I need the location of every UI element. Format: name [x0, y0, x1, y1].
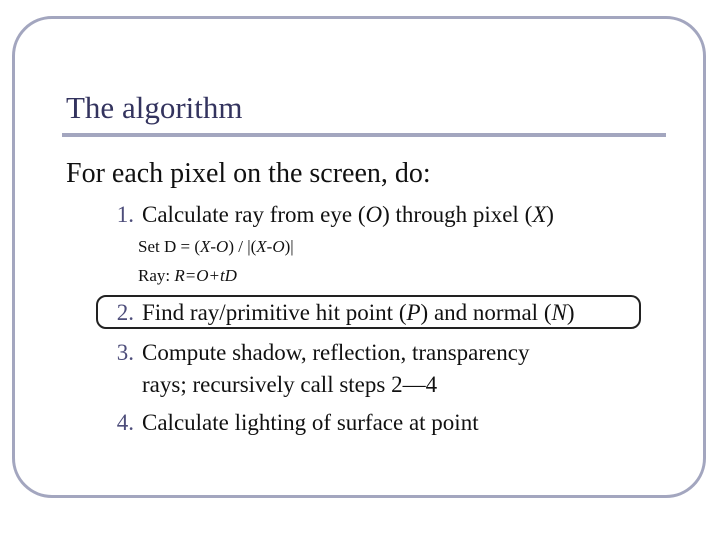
step-1-detail-direction: Set D = (X-O) / |(X-O)| [138, 237, 294, 256]
step-text-line-2: rays; recursively call steps 2—4 [142, 372, 438, 397]
step-number: 2. [116, 300, 134, 325]
step-text: Calculate ray from eye (O) through pixel (X) [142, 202, 554, 227]
step-number: 4. [116, 410, 134, 435]
step-number: 1. [116, 202, 134, 227]
intro-text: For each pixel on the screen, do: [66, 158, 431, 189]
title-divider [62, 133, 666, 137]
step-text: Calculate lighting of surface at point [142, 410, 479, 435]
step-text-line-1: Compute shadow, reflection, transparency [142, 340, 530, 365]
slide-title: The algorithm [66, 90, 243, 125]
step-number: 3. [116, 340, 134, 365]
step-1-detail-ray: Ray: R=O+tD [138, 266, 237, 285]
step-text: Find ray/primitive hit point (P) and normal (N) [142, 300, 575, 325]
